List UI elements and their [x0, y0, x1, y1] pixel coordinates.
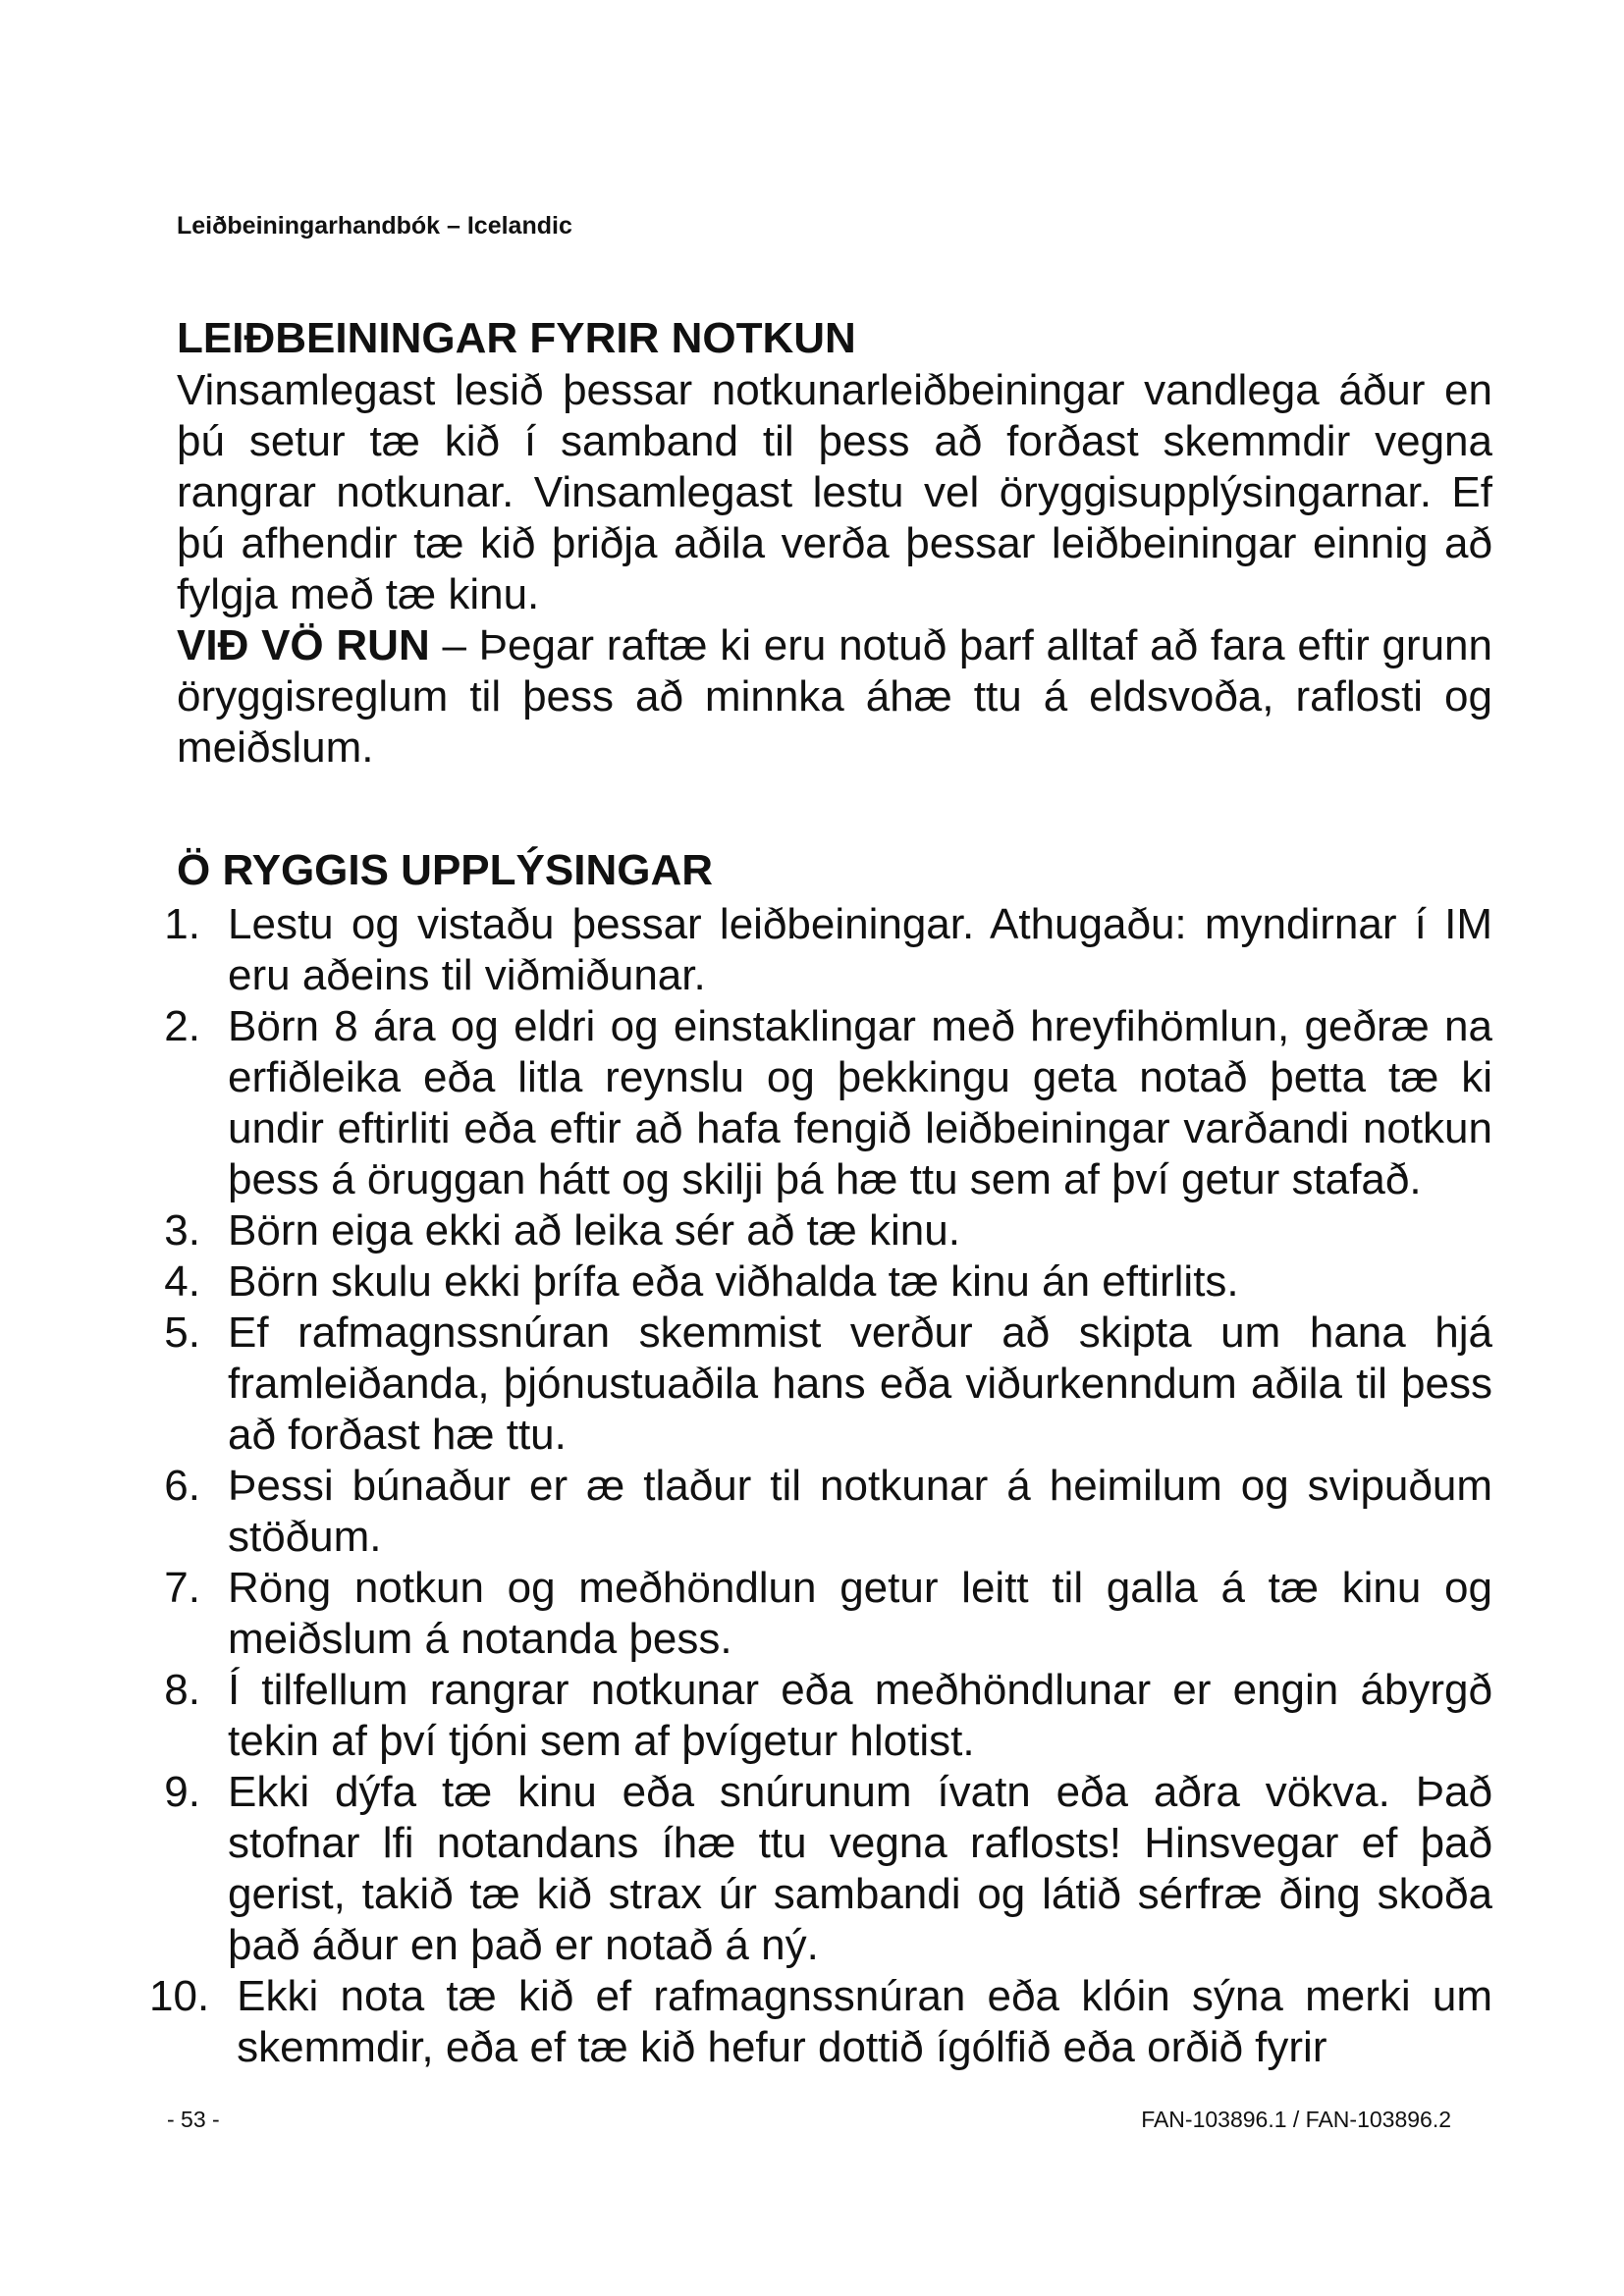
list-item-number: 10.	[149, 1972, 210, 2020]
list-item-number: 6.	[164, 1462, 200, 1510]
safety-list	[149, 899, 1492, 2073]
list-item	[164, 1001, 1492, 1205]
list-item	[164, 1205, 1492, 1256]
list-item	[164, 1461, 1492, 1563]
list-item-text: Ef rafmagnssnúran skemmist verður að skipta um hana hjá framleiðanda, þjónustuaðila hans eða viðurkenndum aðila til þess að forðast hæ ttu.	[228, 1308, 1492, 1459]
safety-heading: Ö RYGGIS UPPLÝSINGAR	[177, 846, 714, 894]
list-item	[149, 1971, 1492, 2073]
model-number: FAN-103896.1 / FAN-103896.2	[1141, 2107, 1451, 2132]
instructions-paragraph	[177, 365, 1492, 774]
list-item	[164, 1308, 1492, 1461]
list-item	[164, 1767, 1492, 1971]
list-item-number: 2.	[164, 1002, 200, 1050]
list-item-text: Þessi búnaður er æ tlaður til notkunar á heimilum og svipuðum stöðum.	[228, 1462, 1492, 1561]
list-item	[164, 1256, 1492, 1308]
list-item	[164, 899, 1492, 1001]
list-item	[164, 1563, 1492, 1665]
list-item-text: Börn skulu ekki þrífa eða viðhalda tæ kinu án eftirlits.	[228, 1257, 1239, 1306]
instructions-body: Vinsamlegast lesið þessar notkunarleiðbeiningar vandlega áður en þú setur tæ kið í samband til þess að forðast skemmdir vegna rangrar notkunar. Vinsamlegast lestu vel öryggisupplýsingarnar. Ef þú afhendir tæ kið þriðja aðila verða þessar leiðbeiningar einnig að fylgja með tæ kinu.	[177, 366, 1492, 618]
list-item-text: Börn 8 ára og eldri og einstaklingar með hreyfihömlun, geðræ na erfiðleika eða litla reynslu og þekkingu geta notað þetta tæ ki undir eftirliti eða eftir að hafa fengið leiðbeiningar varðandi notkun þess á öruggan hátt og skilji þá hæ ttu sem af því getur stafað.	[228, 1002, 1492, 1203]
list-item-text: Í tilfellum rangrar notkunar eða meðhöndlunar er engin ábyrgð tekin af því tjóni sem af þvígetur hlotist.	[228, 1666, 1492, 1765]
list-item-number: 7.	[164, 1564, 200, 1612]
list-item-text: Ekki nota tæ kið ef rafmagnssnúran eða klóin sýna merki um skemmdir, eða ef tæ kið hefur dottið ígólfið eða orðið fyrir	[237, 1972, 1492, 2071]
page-header: Leiðbeiningarhandbók – Icelandic	[177, 212, 572, 240]
list-item-number: 4.	[164, 1257, 200, 1306]
page-number: - 53 -	[167, 2107, 220, 2132]
page-content	[149, 312, 1492, 2073]
instructions-heading: LEIÐBEININGAR FYRIR NOTKUN	[177, 314, 856, 362]
list-item-number: 9.	[164, 1768, 200, 1816]
list-item-text: Röng notkun og meðhöndlun getur leitt til galla á tæ kinu og meiðslum á notanda þess.	[228, 1564, 1492, 1663]
list-item-number: 8.	[164, 1666, 200, 1714]
warning-text: – Þegar raftæ ki eru notuð þarf alltaf að fara eftir grunn öryggisreglum til þess að minnka áhæ ttu á eldsvoða, raflosti og meiðslum.	[177, 621, 1492, 772]
list-item-text: Lestu og vistaðu þessar leiðbeiningar. Athugaðu: myndirnar í IM eru aðeins til viðmiðunar.	[228, 900, 1492, 999]
list-item-number: 3.	[164, 1206, 200, 1255]
list-item-number: 5.	[164, 1308, 200, 1357]
list-item	[164, 1665, 1492, 1767]
list-item-text: Ekki dýfa tæ kinu eða snúrunum ívatn eða aðra vökva. Það stofnar lfi notandans íhæ ttu vegna raflosts! Hinsvegar ef það gerist, takið tæ kið strax úr sambandi og látið sérfræ ðing skoða það áður en það er notað á ný.	[228, 1768, 1492, 1969]
list-item-text: Börn eiga ekki að leika sér að tæ kinu.	[228, 1206, 960, 1255]
list-item-number: 1.	[164, 900, 200, 948]
warning-label: VIÐ VÖ RUN	[177, 621, 430, 669]
